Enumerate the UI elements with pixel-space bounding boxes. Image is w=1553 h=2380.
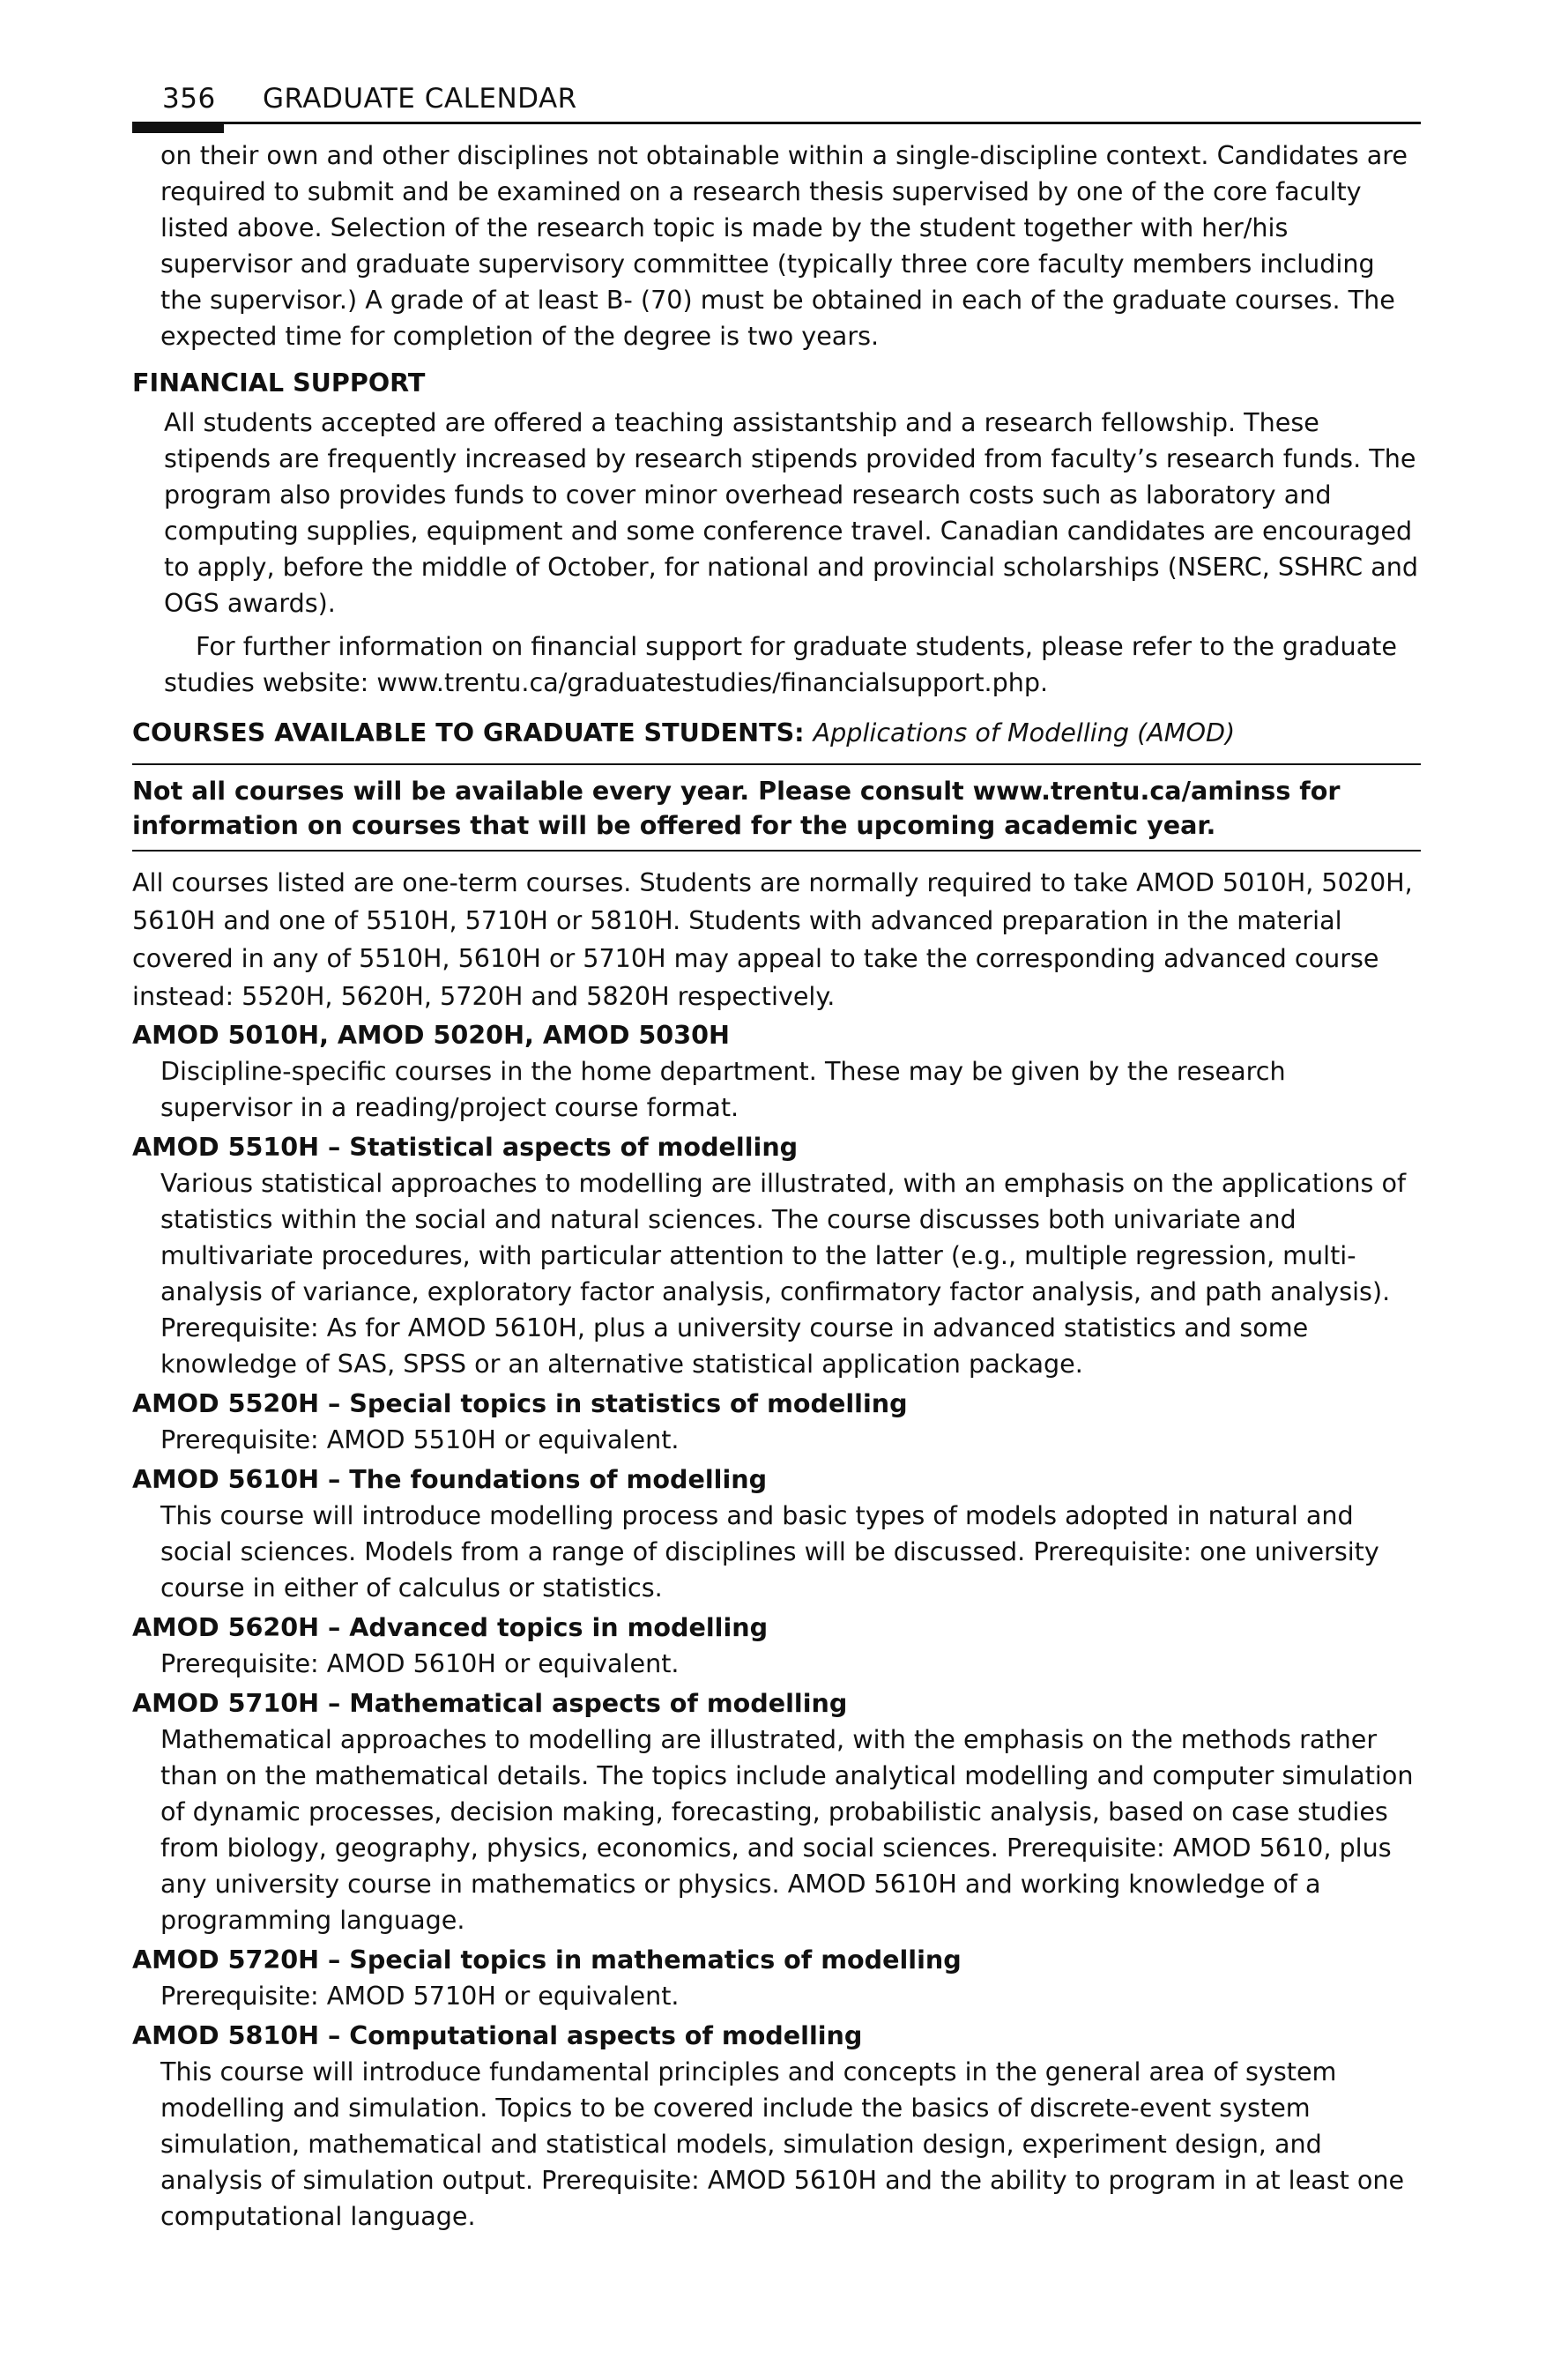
course-entry xyxy=(132,1942,1421,2014)
course-title: AMOD 5810H – Computational aspects of modelling xyxy=(132,2020,863,2050)
courses-intro: All courses listed are one-term courses. Students are normally required to take AMOD 5010H, 5020H, 5610H and one of 5510H, 5710H or 5810H. Students with advanced preparation in the material covered in any of 5510H, 5610H or 5710H may appeal to take the corresponding advanced course instead: 5520H, 5620H, 5720H and 5820H respectively. xyxy=(132,867,1413,1011)
course-description: Prerequisite: AMOD 5510H or equivalent. xyxy=(160,1424,680,1454)
header-bar xyxy=(132,122,224,133)
course-title: AMOD 5620H – Advanced topics in modelling xyxy=(132,1612,769,1642)
course-title: AMOD 5710H – Mathematical aspects of modelling xyxy=(132,1688,848,1718)
course-title: AMOD 5720H – Special topics in mathematics of modelling xyxy=(132,1945,962,1975)
course-entry xyxy=(132,1386,1421,1458)
course-title: AMOD 5010H, AMOD 5020H, AMOD 5030H xyxy=(132,1020,730,1050)
courses-heading-label: COURSES AVAILABLE TO GRADUATE STUDENTS: xyxy=(132,718,805,747)
course-description: This course will introduce fundamental principles and concepts in the general area of system modelling and simulation. Topics to be covered include the basics of discrete-event system simulation, mathematical and statistical models, simulation design, experiment design, and analysis of simulation output. Prerequisite: AMOD 5610H and the ability to program in at least one computational language. xyxy=(160,2056,1405,2231)
course-title: AMOD 5610H – The foundations of modelling xyxy=(132,1464,768,1494)
page-number: 356 xyxy=(162,83,216,115)
course-entry xyxy=(132,1129,1421,1382)
course-entry xyxy=(132,2018,1421,2235)
financial-info-paragraph: For further information on financial support for graduate students, please refer to the graduate studies website: www.trentu.ca/graduatestudies/financialsupport.php. xyxy=(164,631,1397,697)
course-description: Discipline-specific courses in the home department. These may be given by the research supervisor in a reading/project course format. xyxy=(160,1056,1286,1122)
continued-paragraph: on their own and other disciplines not obtainable within a single-discipline context. Candidates are required to submit and be examined on a research thesis supervised by one of the core faculty listed above. Selection of the research topic is made by the student together with her/his supervisor and graduate supervisory committee (typically three core faculty members including the supervisor.) A grade of at least B- (70) must be obtained in each of the graduate courses. The expected time for completion of the degree is two years. xyxy=(160,140,1408,351)
courses-heading-subtitle: Applications of Modelling (AMOD) xyxy=(813,718,1236,747)
course-entry xyxy=(132,1017,1421,1126)
calendar-page xyxy=(132,76,1421,2235)
course-title: AMOD 5510H – Statistical aspects of modelling xyxy=(132,1132,799,1162)
financial-support-heading: FINANCIAL SUPPORT xyxy=(132,368,426,398)
course-list xyxy=(132,1017,1421,2235)
page-header xyxy=(132,76,1421,125)
course-description: Mathematical approaches to modelling are illustrated, with the emphasis on the methods rather than on the mathematical details. The topics include analytical modelling and computer simulation of dynamic processes, decision making, forecasting, probabilistic analysis, based on case studies from biology, geography, physics, economics, and social sciences. Prerequisite: AMOD 5610, plus any university course in mathematics or physics. AMOD 5610H and working knowledge of a programming language. xyxy=(160,1724,1414,1935)
header-rule xyxy=(132,122,1421,124)
running-title: GRADUATE CALENDAR xyxy=(263,83,577,115)
courses-heading xyxy=(132,715,1421,751)
course-title: AMOD 5520H – Special topics in statistics of modelling xyxy=(132,1388,908,1418)
course-description: Prerequisite: AMOD 5610H or equivalent. xyxy=(160,1648,680,1678)
course-entry xyxy=(132,1610,1421,1682)
availability-notice: Not all courses will be available every year. Please consult www.trentu.ca/aminss for information on courses that will be offered for the upcoming academic year. xyxy=(132,776,1341,840)
financial-support-paragraph: All students accepted are offered a teaching assistantship and a research fellowship. These stipends are frequently increased by research stipends provided from faculty’s research funds. The program also provides funds to cover minor overhead research costs such as laboratory and computing supplies, equipment and some conference travel. Canadian candidates are encouraged to apply, before the middle of October, for national and provincial scholarships (NSERC, SSHRC and OGS awards). xyxy=(164,407,1419,618)
course-description: Prerequisite: AMOD 5710H or equivalent. xyxy=(160,1981,680,2011)
course-entry xyxy=(132,1685,1421,1938)
course-description: This course will introduce modelling process and basic types of models adopted in natural and social sciences. Models from a range of disciplines will be discussed. Prerequisite: one university course in either of calculus or statistics. xyxy=(160,1500,1379,1603)
course-entry xyxy=(132,1461,1421,1606)
course-description: Various statistical approaches to modelling are illustrated, with an emphasis on the applications of statistics within the social and natural sciences. The course discusses both univariate and multivariate procedures, with particular attention to the latter (e.g., multiple regression, multi-analysis of variance, exploratory factor analysis, confirmatory factor analysis, and path analysis). Prerequisite: As for AMOD 5610H, plus a university course in advanced statistics and some knowledge of SAS, SPSS or an alternative statistical application package. xyxy=(160,1168,1407,1379)
notice-top-rule xyxy=(132,763,1421,765)
